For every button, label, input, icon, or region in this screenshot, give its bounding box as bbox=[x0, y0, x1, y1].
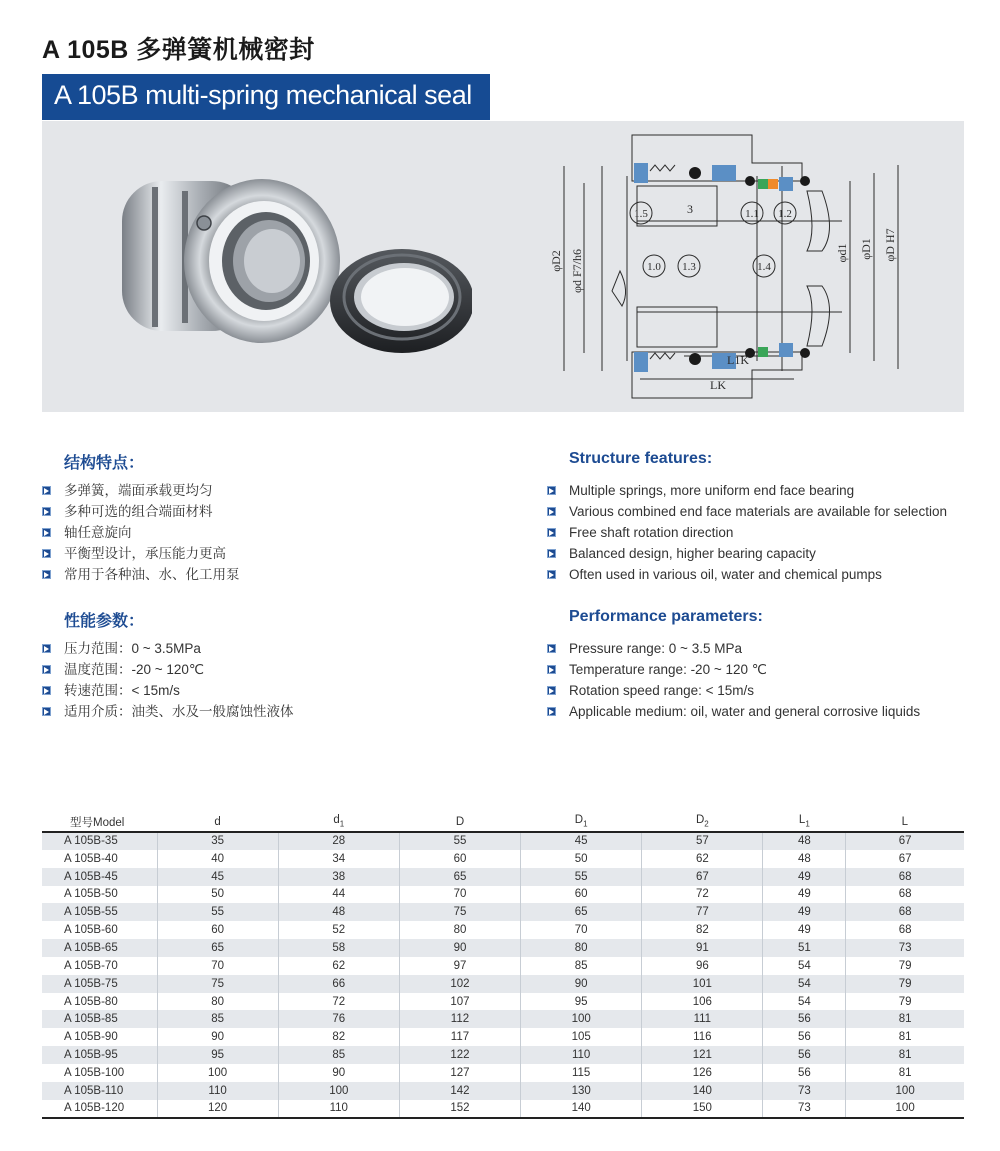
table-cell: 55 bbox=[399, 832, 520, 850]
structure-features-title-en: Structure features: bbox=[569, 450, 713, 467]
performance-params-title-cn: 性能参数： bbox=[64, 613, 145, 630]
table-cell: 54 bbox=[763, 975, 846, 993]
table-cell: A 105B-65 bbox=[64, 941, 118, 954]
table-cell: 100 bbox=[157, 1064, 278, 1082]
table-row bbox=[42, 886, 964, 904]
table-cell: 65 bbox=[399, 868, 520, 886]
table-cell: 51 bbox=[763, 939, 846, 957]
cross-section-drawing bbox=[532, 121, 952, 412]
table-cell: 100 bbox=[846, 1082, 964, 1100]
table-cell: 100 bbox=[278, 1082, 399, 1100]
table-cell: 85 bbox=[278, 1046, 399, 1064]
table-cell: 115 bbox=[521, 1064, 642, 1082]
table-cell: 40 bbox=[157, 850, 278, 868]
table-cell: 101 bbox=[642, 975, 763, 993]
table-cell: 90 bbox=[399, 939, 520, 957]
product-image-panel bbox=[42, 121, 964, 412]
list-item: 多弹簧，端面承载更均匀 bbox=[42, 480, 240, 501]
table-cell: 90 bbox=[521, 975, 642, 993]
part-label-1-1: 1.1 bbox=[745, 208, 759, 220]
table-cell: 52 bbox=[278, 921, 399, 939]
dim-label-LK: LK bbox=[710, 378, 726, 392]
table-cell: 54 bbox=[763, 957, 846, 975]
structure-features-title-cn: 结构特点： bbox=[64, 455, 145, 472]
table-cell: A 105B-90 bbox=[64, 1031, 118, 1044]
table-cell: 67 bbox=[846, 850, 964, 868]
table-cell: 81 bbox=[846, 1046, 964, 1064]
table-row bbox=[42, 939, 964, 957]
dim-label-D: φD H7 bbox=[883, 228, 897, 262]
dim-label-D1: φD1 bbox=[859, 238, 873, 260]
table-cell: 62 bbox=[278, 957, 399, 975]
table-cell: 107 bbox=[399, 993, 520, 1011]
table-cell: 72 bbox=[278, 993, 399, 1011]
column-header: $L_1$ bbox=[763, 812, 846, 832]
table-cell: 55 bbox=[521, 868, 642, 886]
table-row bbox=[42, 957, 964, 975]
structure-features-list-en bbox=[547, 480, 947, 585]
list-item: Multiple springs, more uniform end face bearing bbox=[547, 480, 947, 501]
list-item: Often used in various oil, water and chemical pumps bbox=[547, 564, 947, 585]
table-row bbox=[42, 993, 964, 1011]
table-cell: A 105B-80 bbox=[64, 995, 118, 1008]
bullet-icon bbox=[547, 665, 556, 674]
column-header: D bbox=[399, 812, 520, 832]
table-cell: 75 bbox=[157, 975, 278, 993]
dim-label-d: φd F7/h6 bbox=[570, 249, 584, 293]
table-cell: 80 bbox=[521, 939, 642, 957]
list-item: 常用于各种油、水、化工用泵 bbox=[42, 564, 240, 585]
table-cell: 79 bbox=[846, 993, 964, 1011]
column-header: L bbox=[846, 812, 964, 832]
table-cell: 49 bbox=[763, 903, 846, 921]
part-label-3: 3 bbox=[687, 202, 693, 216]
bullet-icon bbox=[42, 570, 51, 579]
table-cell: 49 bbox=[763, 921, 846, 939]
table-row bbox=[42, 1010, 964, 1028]
table-cell: 81 bbox=[846, 1028, 964, 1046]
table-cell: 45 bbox=[157, 868, 278, 886]
bullet-icon bbox=[547, 549, 556, 558]
list-item: Various combined end face materials are available for selection bbox=[547, 501, 947, 522]
table-cell: A 105B-120 bbox=[42, 1100, 157, 1118]
column-header: 型号Model bbox=[42, 812, 157, 832]
table-cell: 34 bbox=[278, 850, 399, 868]
list-item: 适用介质：油类、水及一般腐蚀性液体 bbox=[42, 701, 294, 722]
table-header-row bbox=[42, 812, 964, 832]
table-cell: 111 bbox=[642, 1010, 763, 1028]
table-row bbox=[42, 903, 964, 921]
column-header: d bbox=[157, 812, 278, 832]
table-cell: 79 bbox=[846, 975, 964, 993]
table-cell: A 105B-45 bbox=[64, 870, 118, 883]
table-cell: 140 bbox=[521, 1100, 642, 1118]
table-cell: 56 bbox=[763, 1064, 846, 1082]
table-cell: 140 bbox=[642, 1082, 763, 1100]
bullet-icon bbox=[547, 644, 556, 653]
structure-features-list-cn bbox=[42, 480, 240, 585]
page-title-cn: A 105B 多弹簧机械密封 bbox=[42, 36, 315, 64]
table-cell: A 105B-85 bbox=[64, 1013, 118, 1026]
bullet-icon bbox=[42, 644, 51, 653]
list-item: 转速范围：< 15m/s bbox=[42, 680, 294, 701]
table-cell: 76 bbox=[278, 1010, 399, 1028]
table-cell: 60 bbox=[399, 850, 520, 868]
title-banner bbox=[42, 74, 490, 120]
list-item: 温度范围：-20 ~ 120℃ bbox=[42, 659, 294, 680]
table-cell: A 105B-60 bbox=[64, 924, 118, 937]
table-cell: 95 bbox=[157, 1046, 278, 1064]
list-item: 压力范围：0 ~ 3.5MPa bbox=[42, 638, 294, 659]
table-cell: 60 bbox=[521, 886, 642, 904]
table-cell: 85 bbox=[157, 1010, 278, 1028]
table-cell: 62 bbox=[642, 850, 763, 868]
table-cell: 68 bbox=[846, 868, 964, 886]
bullet-icon bbox=[547, 686, 556, 695]
table-cell: A 105B-75 bbox=[64, 977, 118, 990]
table-cell: 100 bbox=[846, 1100, 964, 1118]
table-cell: 120 bbox=[157, 1100, 278, 1118]
table-cell: A 105B-50 bbox=[64, 888, 118, 901]
dim-label-L1K: L1K bbox=[727, 353, 749, 367]
table-cell: 56 bbox=[763, 1046, 846, 1064]
table-cell: 81 bbox=[846, 1010, 964, 1028]
table-row bbox=[42, 832, 964, 850]
table-cell: 72 bbox=[642, 886, 763, 904]
table-cell: A 105B-35 bbox=[64, 835, 118, 848]
table-cell: A 105B-70 bbox=[64, 959, 118, 972]
table-cell: 66 bbox=[278, 975, 399, 993]
table-cell: 110 bbox=[521, 1046, 642, 1064]
table-cell: 121 bbox=[642, 1046, 763, 1064]
table-row bbox=[42, 1028, 964, 1046]
part-label-1-0: 1.0 bbox=[647, 261, 661, 273]
table-row bbox=[42, 975, 964, 993]
table-cell: 70 bbox=[399, 886, 520, 904]
bullet-icon bbox=[42, 507, 51, 516]
part-label-1-3: 1.3 bbox=[682, 261, 696, 273]
table-cell: 55 bbox=[157, 903, 278, 921]
table-cell: A 105B-110 bbox=[64, 1084, 124, 1097]
table-body bbox=[42, 832, 964, 1118]
table-cell: 73 bbox=[846, 939, 964, 957]
table-cell: 68 bbox=[846, 921, 964, 939]
table-cell: 116 bbox=[642, 1028, 763, 1046]
table-cell: 50 bbox=[157, 886, 278, 904]
table-cell: 65 bbox=[521, 903, 642, 921]
performance-params-list-en bbox=[547, 638, 920, 722]
table-cell: 68 bbox=[846, 886, 964, 904]
table-cell: 58 bbox=[278, 939, 399, 957]
table-cell: 97 bbox=[399, 957, 520, 975]
list-item: 多种可选的组合端面材料 bbox=[42, 501, 240, 522]
table-cell: 57 bbox=[642, 832, 763, 850]
bullet-icon bbox=[547, 486, 556, 495]
bullet-icon bbox=[547, 507, 556, 516]
table-cell: 65 bbox=[157, 939, 278, 957]
bullet-icon bbox=[42, 528, 51, 537]
part-label-1-5: 1.5 bbox=[634, 208, 648, 220]
specs-table bbox=[42, 812, 964, 1119]
table-cell: 49 bbox=[763, 868, 846, 886]
table-cell: 122 bbox=[399, 1046, 520, 1064]
table-cell: 80 bbox=[399, 921, 520, 939]
table-cell: A 105B-40 bbox=[64, 852, 118, 865]
column-header: $D_2$ bbox=[642, 812, 763, 832]
table-cell: 150 bbox=[642, 1100, 763, 1118]
table-cell: 91 bbox=[642, 939, 763, 957]
table-cell: 44 bbox=[278, 886, 399, 904]
table-cell: A 105B-95 bbox=[64, 1049, 118, 1062]
bullet-icon bbox=[42, 486, 51, 495]
table-cell: 50 bbox=[521, 850, 642, 868]
table-row bbox=[42, 921, 964, 939]
table-cell: 73 bbox=[763, 1100, 846, 1118]
table-cell: 82 bbox=[278, 1028, 399, 1046]
list-item: Free shaft rotation direction bbox=[547, 522, 947, 543]
table-cell: 130 bbox=[521, 1082, 642, 1100]
table-row bbox=[42, 1064, 964, 1082]
part-label-1-2: 1.2 bbox=[778, 208, 792, 220]
table-cell: 112 bbox=[399, 1010, 520, 1028]
list-item: Pressure range: 0 ~ 3.5 MPa bbox=[547, 638, 920, 659]
table-cell: 67 bbox=[642, 868, 763, 886]
table-cell: 127 bbox=[399, 1064, 520, 1082]
table-cell: 82 bbox=[642, 921, 763, 939]
table-cell: 100 bbox=[521, 1010, 642, 1028]
table-cell: 117 bbox=[399, 1028, 520, 1046]
table-cell: 67 bbox=[846, 832, 964, 850]
dim-label-D2: φD2 bbox=[549, 250, 563, 272]
column-header: $d_1$ bbox=[278, 812, 399, 832]
table-cell: 102 bbox=[399, 975, 520, 993]
table-cell: 152 bbox=[399, 1100, 520, 1118]
table-cell: 68 bbox=[846, 903, 964, 921]
part-label-1-4: 1.4 bbox=[757, 261, 771, 273]
bullet-icon bbox=[547, 528, 556, 537]
performance-params-title-en: Performance parameters: bbox=[569, 608, 763, 625]
table-cell: 85 bbox=[521, 957, 642, 975]
bullet-icon bbox=[42, 549, 51, 558]
table-cell: 56 bbox=[763, 1028, 846, 1046]
table-cell: 28 bbox=[278, 832, 399, 850]
table-cell: 90 bbox=[278, 1064, 399, 1082]
table-cell: 35 bbox=[157, 832, 278, 850]
performance-params-list-cn bbox=[42, 638, 294, 722]
list-item: 轴任意旋向 bbox=[42, 522, 240, 543]
table-cell: 110 bbox=[278, 1100, 399, 1118]
bullet-icon bbox=[547, 570, 556, 579]
table-cell: 106 bbox=[642, 993, 763, 1011]
table-cell: 60 bbox=[157, 921, 278, 939]
table-cell: 79 bbox=[846, 957, 964, 975]
table-cell: 49 bbox=[763, 886, 846, 904]
list-item: 平衡型设计，承压能力更高 bbox=[42, 543, 240, 564]
table-row bbox=[42, 868, 964, 886]
table-cell: 54 bbox=[763, 993, 846, 1011]
table-cell: A 105B-100 bbox=[64, 1066, 125, 1079]
table-cell: 70 bbox=[157, 957, 278, 975]
table-row bbox=[42, 1082, 964, 1100]
table-cell: 81 bbox=[846, 1064, 964, 1082]
table-cell: 142 bbox=[399, 1082, 520, 1100]
list-item: Applicable medium: oil, water and general corrosive liquids bbox=[547, 701, 920, 722]
bullet-icon bbox=[42, 686, 51, 695]
table-cell: 48 bbox=[763, 832, 846, 850]
bullet-icon bbox=[42, 665, 51, 674]
list-item: Temperature range: -20 ~ 120 ℃ bbox=[547, 659, 920, 680]
table-cell: 48 bbox=[763, 850, 846, 868]
table-row bbox=[42, 1046, 964, 1064]
table-cell: 73 bbox=[763, 1082, 846, 1100]
table-cell: 95 bbox=[521, 993, 642, 1011]
table-row bbox=[42, 1100, 964, 1118]
specs-table-wrapper bbox=[42, 812, 964, 1119]
list-item: Rotation speed range: < 15m/s bbox=[547, 680, 920, 701]
table-cell: 80 bbox=[157, 993, 278, 1011]
bullet-icon bbox=[42, 707, 51, 716]
column-header: $D_1$ bbox=[521, 812, 642, 832]
table-cell: 96 bbox=[642, 957, 763, 975]
table-cell: A 105B-55 bbox=[64, 906, 118, 919]
table-cell: 38 bbox=[278, 868, 399, 886]
table-cell: 48 bbox=[278, 903, 399, 921]
list-item: Balanced design, higher bearing capacity bbox=[547, 543, 947, 564]
table-cell: 77 bbox=[642, 903, 763, 921]
bullet-icon bbox=[547, 707, 556, 716]
table-cell: 105 bbox=[521, 1028, 642, 1046]
seal-photo bbox=[112, 151, 472, 391]
table-cell: 90 bbox=[157, 1028, 278, 1046]
dim-label-d1: φd1 bbox=[835, 243, 849, 263]
table-cell: 75 bbox=[399, 903, 520, 921]
table-cell: 56 bbox=[763, 1010, 846, 1028]
table-cell: 126 bbox=[642, 1064, 763, 1082]
table-row bbox=[42, 850, 964, 868]
table-cell: 45 bbox=[521, 832, 642, 850]
table-cell: 110 bbox=[157, 1082, 278, 1100]
page-title-en: A 105B multi-spring mechanical seal bbox=[54, 80, 472, 110]
table-cell: 70 bbox=[521, 921, 642, 939]
